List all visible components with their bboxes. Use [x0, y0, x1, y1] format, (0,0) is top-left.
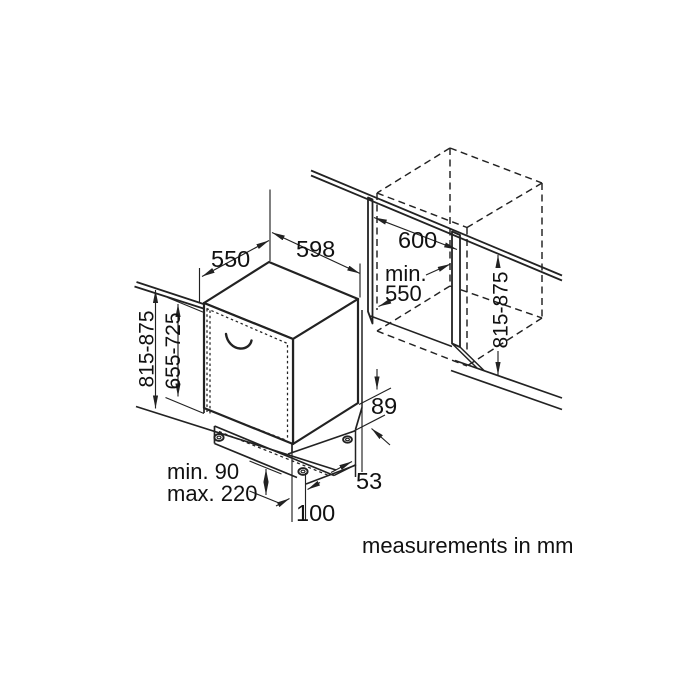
dim-niche-depth-min-label: min. — [385, 261, 427, 286]
niche-left-wall — [368, 198, 373, 324]
worktop-left-edge — [137, 282, 206, 305]
worktop-right-edge — [311, 171, 562, 276]
dim-niche-width-label: 600 — [398, 227, 438, 253]
dim-niche-depth-value-label: 550 — [385, 281, 422, 306]
adjustable-foot — [343, 436, 352, 442]
dim-door-panel-height-label: 655-725 — [162, 312, 185, 390]
dim-foot-inset-label: 100 — [296, 500, 336, 526]
units-caption: measurements in mm — [362, 533, 574, 558]
dim-top-width-label: 598 — [296, 236, 336, 262]
dim-plinth-min-label: min. 90 — [167, 459, 240, 484]
floor-right-line — [455, 361, 562, 399]
dim-top-depth-label: 550 — [211, 246, 251, 272]
dim-plinth-max-label: max. 220 — [167, 481, 258, 506]
dishwasher-body — [204, 262, 362, 484]
adjustable-foot — [214, 434, 223, 441]
dim-niche-height-label: 815-875 — [489, 271, 513, 349]
adjustable-foot — [298, 468, 307, 475]
dim-appliance-height-label: 815-875 — [135, 310, 159, 388]
dim-front-gap-label: 53 — [356, 468, 383, 494]
dim-rear-clearance-label: 89 — [371, 393, 398, 419]
niche-floor-edge — [371, 316, 453, 347]
